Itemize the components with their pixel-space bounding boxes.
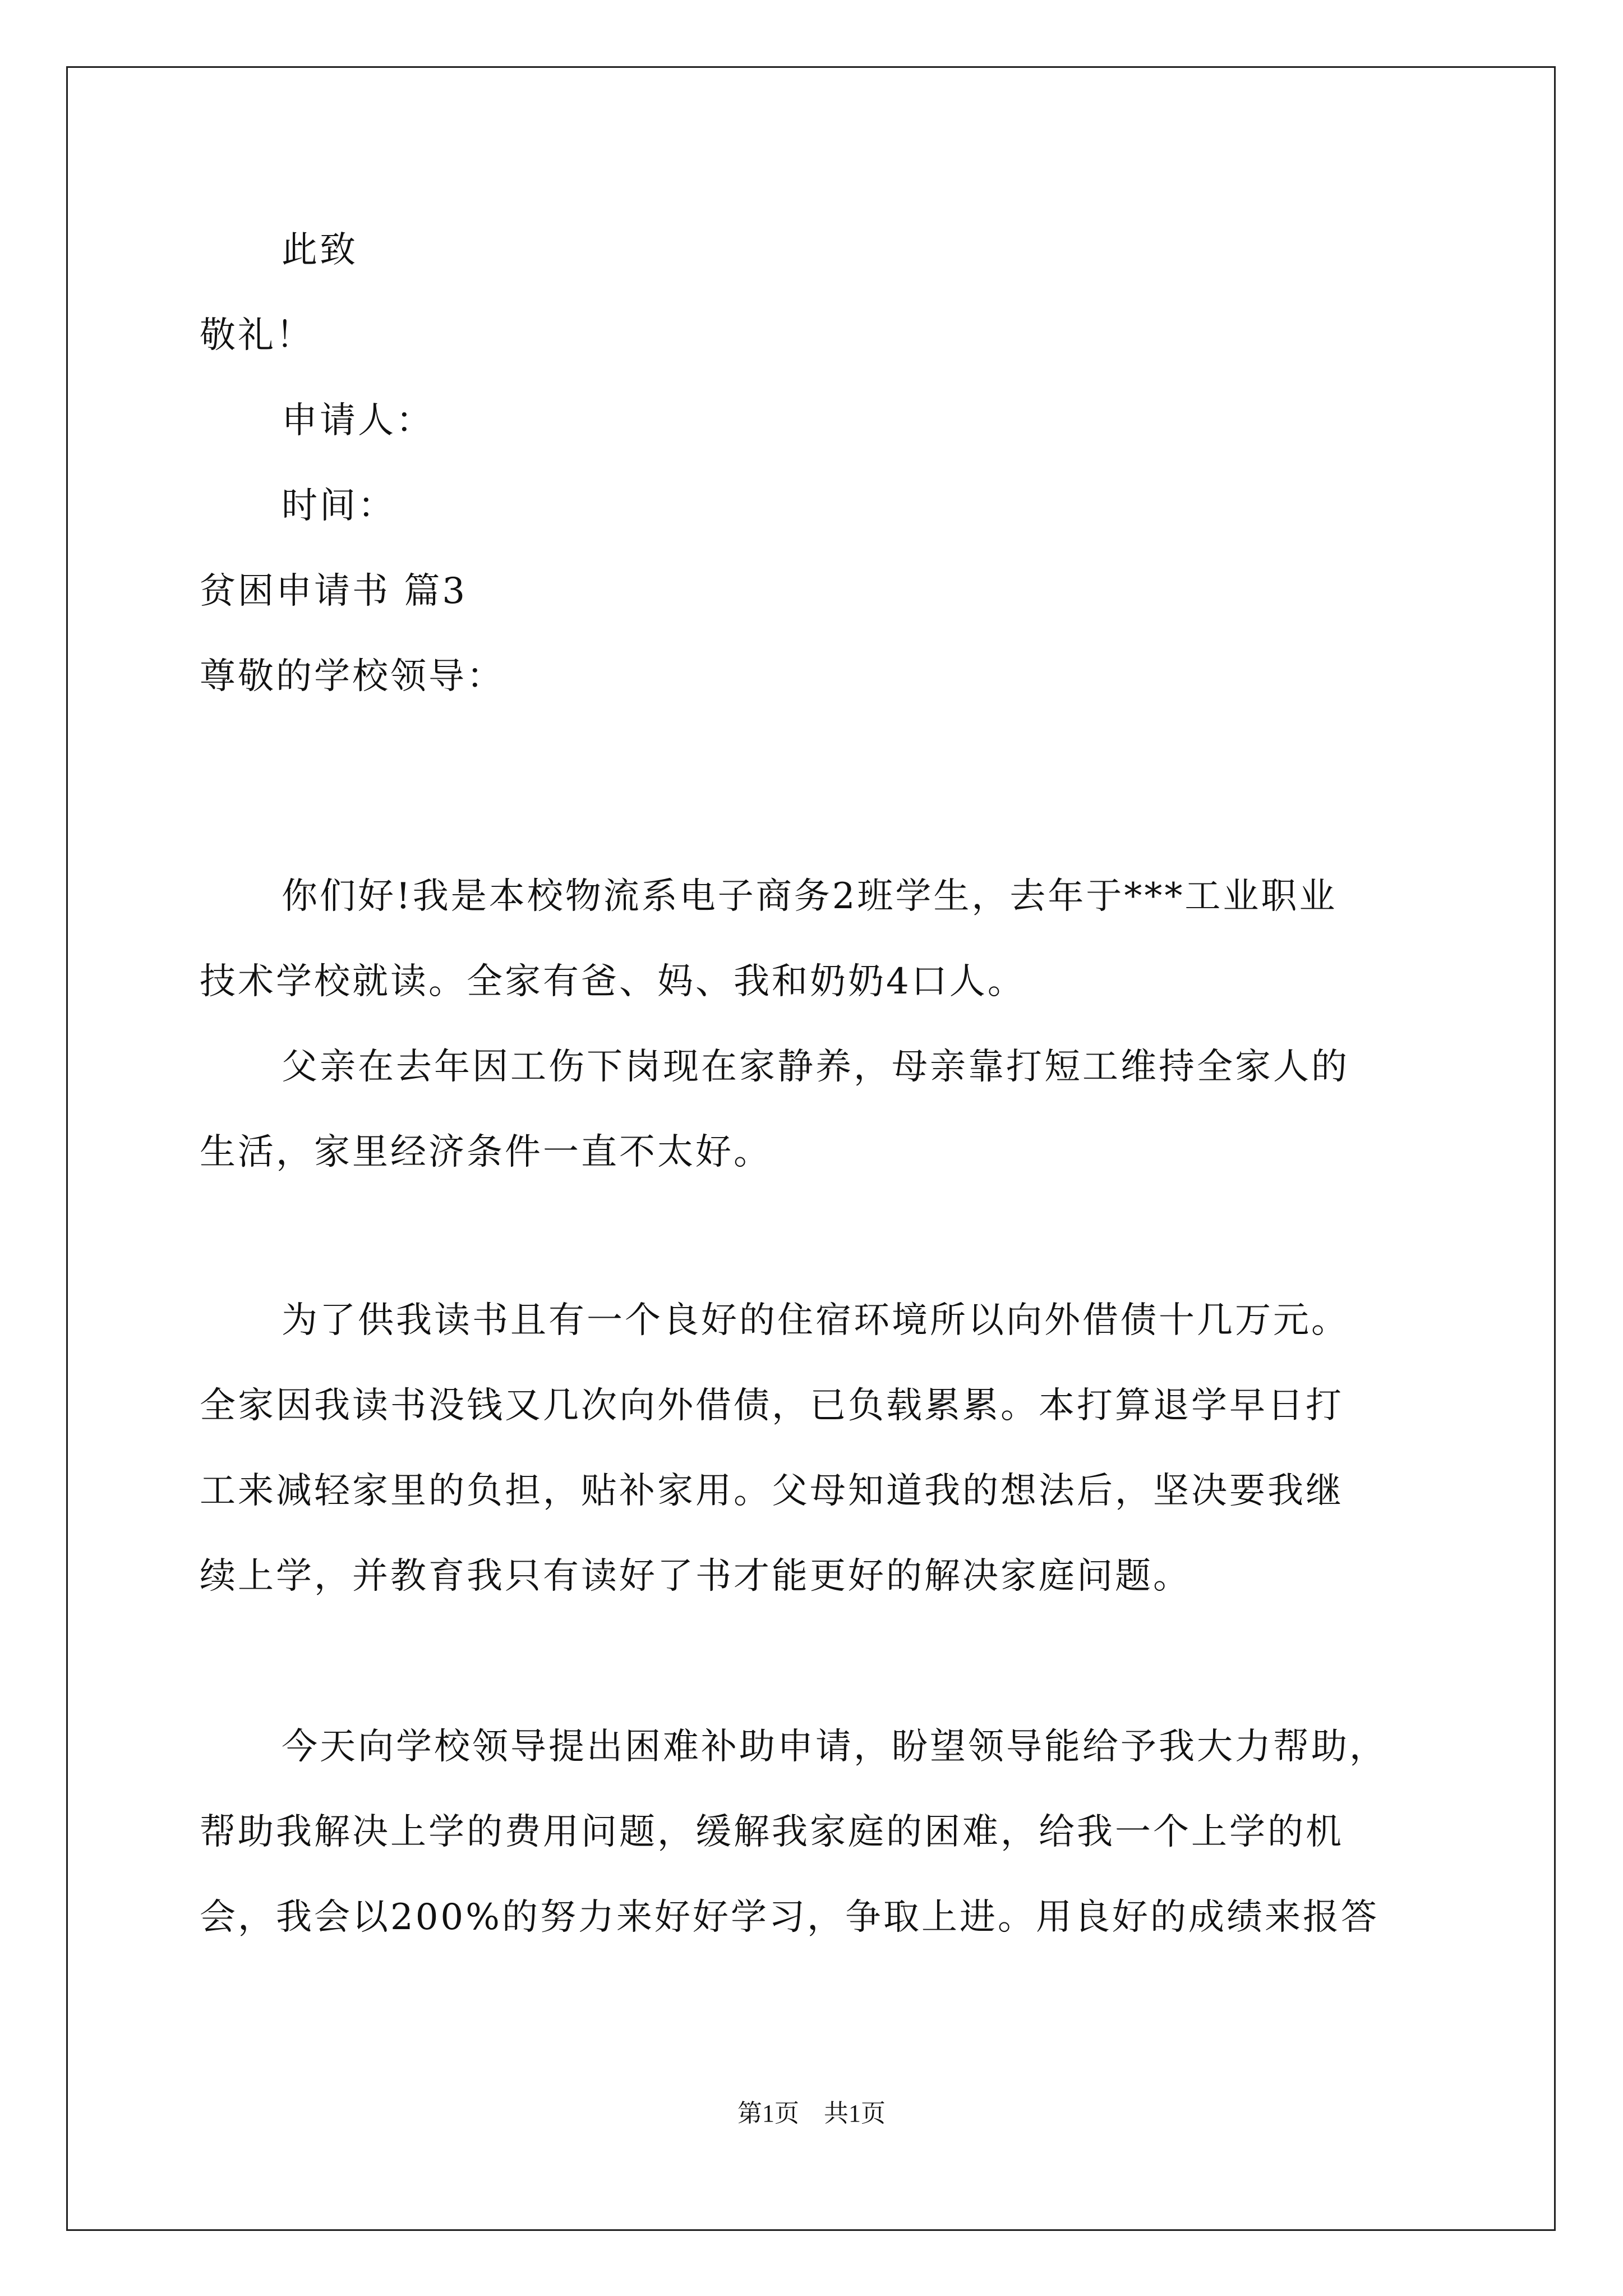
paragraph-line: 工来减轻家里的负担，贴补家用。父母知道我的想法后，坚决要我继 xyxy=(200,1470,1344,1512)
paragraph-line: 生活，家里经济条件一直不太好。 xyxy=(200,1131,772,1173)
paragraph-line: 全家因我读书没钱又几次向外借债，已负载累累。本打算退学早日打 xyxy=(200,1385,1344,1427)
paragraph-line: 你们好!我是本校物流系电子商务2班学生，去年于***工业职业 xyxy=(282,876,1338,917)
date-label: 时间： xyxy=(282,485,396,527)
paragraph-line: 会，我会以200%的努力来好好学习，争取上进。用良好的成绩来报答 xyxy=(200,1897,1379,1938)
section-heading: 贫困申请书 篇3 xyxy=(200,570,468,612)
page-footer: 第1页 共1页 xyxy=(737,2100,886,2127)
closing-salutation: 此致 xyxy=(282,229,358,271)
paragraph-line: 续上学，并教育我只有读好了书才能更好的解决家庭问题。 xyxy=(200,1556,1191,1597)
paragraph-line: 为了供我读书且有一个良好的住宿环境所以向外借债十几万元。 xyxy=(282,1300,1349,1341)
paragraph-line: 今天向学校领导提出困难补助申请，盼望领导能给予我大力帮助， xyxy=(282,1726,1387,1768)
paragraph-line: 技术学校就读。全家有爸、妈、我和奶奶4口人。 xyxy=(200,961,1026,1002)
paragraph-line: 帮助我解决上学的费用问题，缓解我家庭的困难，给我一个上学的机 xyxy=(200,1811,1344,1853)
closing-regards: 敬礼！ xyxy=(200,315,314,356)
greeting: 尊敬的学校领导： xyxy=(200,656,505,697)
paragraph-line: 父亲在去年因工伤下岗现在家静养，母亲靠打短工维持全家人的 xyxy=(282,1046,1349,1088)
applicant-label: 申请人： xyxy=(282,400,434,441)
